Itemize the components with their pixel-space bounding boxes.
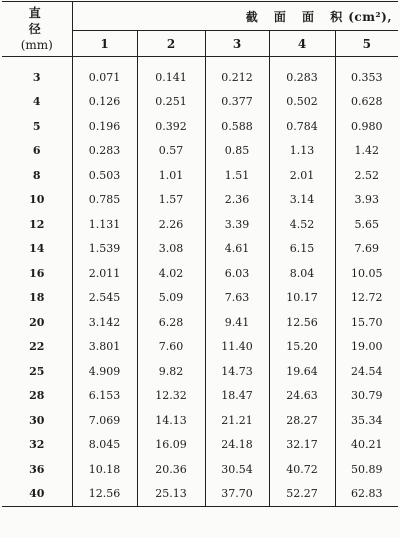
diameter-cell: 25 (2, 359, 72, 384)
diameter-cell: 22 (2, 335, 72, 360)
area-cell: 0.85 (205, 139, 269, 164)
area-cell: 6.28 (137, 310, 205, 335)
area-cell: 40.21 (335, 433, 398, 458)
area-cell: 4.909 (88, 364, 121, 378)
area-cell: 1.13 (269, 139, 335, 164)
table-row (2, 139, 398, 164)
table-row (2, 65, 398, 90)
area-cell: 0.126 (88, 95, 121, 109)
area-cell: 50.89 (335, 457, 398, 482)
area-cell: 2.545 (88, 291, 121, 305)
diameter-cell: 16 (2, 261, 72, 286)
diameter-unit: (mm) (20, 38, 53, 52)
area-cell: 18.47 (205, 384, 269, 409)
area-cell: 3.801 (88, 340, 121, 354)
area-cell: 6.03 (205, 261, 269, 286)
diameter-cell: 30 (2, 408, 72, 433)
table-row (2, 237, 398, 262)
table-row (2, 384, 398, 409)
area-cell: 14.73 (205, 359, 269, 384)
area-cell: 24.54 (335, 359, 398, 384)
area-cell: 0.377 (205, 90, 269, 115)
area-cell: 12.56 (72, 482, 137, 507)
area-cell: 30.54 (205, 457, 269, 482)
area-cell: 11.40 (205, 335, 269, 360)
area-cell: 0.283 (88, 144, 121, 158)
area-cell: 6.153 (88, 389, 121, 403)
table-row (2, 433, 398, 458)
area-cell: 1.01 (137, 163, 205, 188)
area-cell: 12.32 (137, 384, 205, 409)
spacer-row (2, 57, 398, 66)
spacer-cell (205, 57, 269, 66)
area-header (72, 2, 398, 31)
area-cell: 0.784 (269, 114, 335, 139)
area-cell: 3.142 (88, 315, 121, 329)
area-cell: 62.83 (335, 482, 398, 507)
area-cell: 0.980 (335, 114, 398, 139)
table-row (2, 261, 398, 286)
area-cell: 0.141 (137, 65, 205, 90)
area-cell: 8.045 (88, 438, 121, 452)
area-cell: 0.392 (137, 114, 205, 139)
diameter-cell: 14 (2, 237, 72, 262)
column-header-3: 3 (205, 31, 269, 57)
area-cell: 0.785 (88, 193, 121, 207)
diameter-cell: 4 (2, 90, 72, 115)
diameter-header (2, 2, 81, 57)
area-cell: 0.628 (335, 90, 398, 115)
table-body (2, 57, 398, 507)
area-cell: 3.08 (137, 237, 205, 262)
area-cell: 1.539 (88, 242, 121, 256)
diameter-cell: 10 (2, 188, 72, 213)
diameter-cell: 6 (2, 139, 72, 164)
area-cell: 0.57 (137, 139, 205, 164)
area-cell: 52.27 (269, 482, 335, 507)
area-cell: 0.588 (205, 114, 269, 139)
table-row (2, 457, 398, 482)
area-cell: 7.60 (137, 335, 205, 360)
table-row (2, 188, 398, 213)
area-cell: 20.36 (137, 457, 205, 482)
area-cell: 28.27 (269, 408, 335, 433)
table-row (2, 408, 398, 433)
area-cell: 2.36 (205, 188, 269, 213)
area-cell: 15.20 (269, 335, 335, 360)
area-cell: 6.15 (269, 237, 335, 262)
area-cell: 0.071 (88, 70, 121, 84)
area-cell: 15.70 (335, 310, 398, 335)
column-header-1: 1 (72, 31, 137, 57)
diameter-cell: 3 (2, 65, 72, 90)
spacer-cell (2, 57, 72, 66)
area-cell: 5.09 (137, 286, 205, 311)
spacer-cell (137, 57, 205, 66)
table-row (2, 90, 398, 115)
area-unit: (cm²), (348, 9, 393, 24)
area-cell: 5.65 (335, 212, 398, 237)
area-cell: 12.72 (335, 286, 398, 311)
area-cell: 25.13 (137, 482, 205, 507)
diameter-cell: 20 (2, 310, 72, 335)
area-cell: 14.13 (137, 408, 205, 433)
area-cell: 10.17 (269, 286, 335, 311)
diameter-cell: 12 (2, 212, 72, 237)
area-cell: 9.41 (205, 310, 269, 335)
area-cell: 3.14 (269, 188, 335, 213)
area-cell: 9.82 (137, 359, 205, 384)
diameter-cell: 5 (2, 114, 72, 139)
area-cell: 0.212 (205, 65, 269, 90)
area-cell: 37.70 (205, 482, 269, 507)
area-cell: 2.011 (88, 266, 121, 280)
diameter-cell: 8 (2, 163, 72, 188)
table-row (2, 114, 398, 139)
area-cell: 3.93 (335, 188, 398, 213)
spacer-cell (72, 57, 137, 66)
area-cell: 19.00 (335, 335, 398, 360)
area-cell: 24.63 (269, 384, 335, 409)
table-row (2, 286, 398, 311)
area-cell: 0.283 (269, 65, 335, 90)
table-row (2, 359, 398, 384)
column-header-5: 5 (335, 31, 398, 57)
table-row (2, 335, 398, 360)
diameter-label: 直 径 (28, 6, 81, 36)
rebar-area-table (2, 1, 398, 507)
spacer-cell (335, 57, 398, 66)
diameter-cell: 28 (2, 384, 72, 409)
area-cell: 2.01 (269, 163, 335, 188)
area-cell: 7.069 (88, 413, 121, 427)
area-cell: 4.52 (269, 212, 335, 237)
area-cell: 0.503 (88, 168, 121, 182)
area-cell: 2.52 (335, 163, 398, 188)
area-cell: 12.56 (269, 310, 335, 335)
area-cell: 4.02 (137, 261, 205, 286)
area-cell: 7.69 (335, 237, 398, 262)
spacer-cell (269, 57, 335, 66)
column-header-2: 2 (137, 31, 205, 57)
area-cell: 32.17 (269, 433, 335, 458)
area-cell: 16.09 (137, 433, 205, 458)
area-cell: 40.72 (269, 457, 335, 482)
area-cell: 1.42 (335, 139, 398, 164)
area-cell: 1.51 (205, 163, 269, 188)
diameter-cell: 36 (2, 457, 72, 482)
area-cell: 24.18 (205, 433, 269, 458)
area-cell: 19.64 (269, 359, 335, 384)
area-cell: 10.18 (88, 462, 121, 476)
area-cell: 0.196 (88, 119, 121, 133)
area-cell: 10.05 (335, 261, 398, 286)
area-cell: 1.131 (88, 217, 121, 231)
area-cell: 21.21 (205, 408, 269, 433)
area-cell: 4.61 (205, 237, 269, 262)
area-cell: 8.04 (269, 261, 335, 286)
area-title: 截 面 面 积 (245, 9, 349, 24)
diameter-cell: 40 (2, 482, 72, 507)
area-cell: 30.79 (335, 384, 398, 409)
area-cell: 35.34 (335, 408, 398, 433)
diameter-cell: 32 (2, 433, 72, 458)
area-cell: 2.26 (137, 212, 205, 237)
area-cell: 7.63 (205, 286, 269, 311)
diameter-cell: 18 (2, 286, 72, 311)
table-row (2, 482, 398, 507)
table-row (2, 310, 398, 335)
area-cell: 0.251 (137, 90, 205, 115)
area-cell: 0.353 (335, 65, 398, 90)
table-row (2, 212, 398, 237)
area-cell: 1.57 (137, 188, 205, 213)
table-row (2, 163, 398, 188)
area-cell: 0.502 (269, 90, 335, 115)
area-cell: 3.39 (205, 212, 269, 237)
column-header-4: 4 (269, 31, 335, 57)
